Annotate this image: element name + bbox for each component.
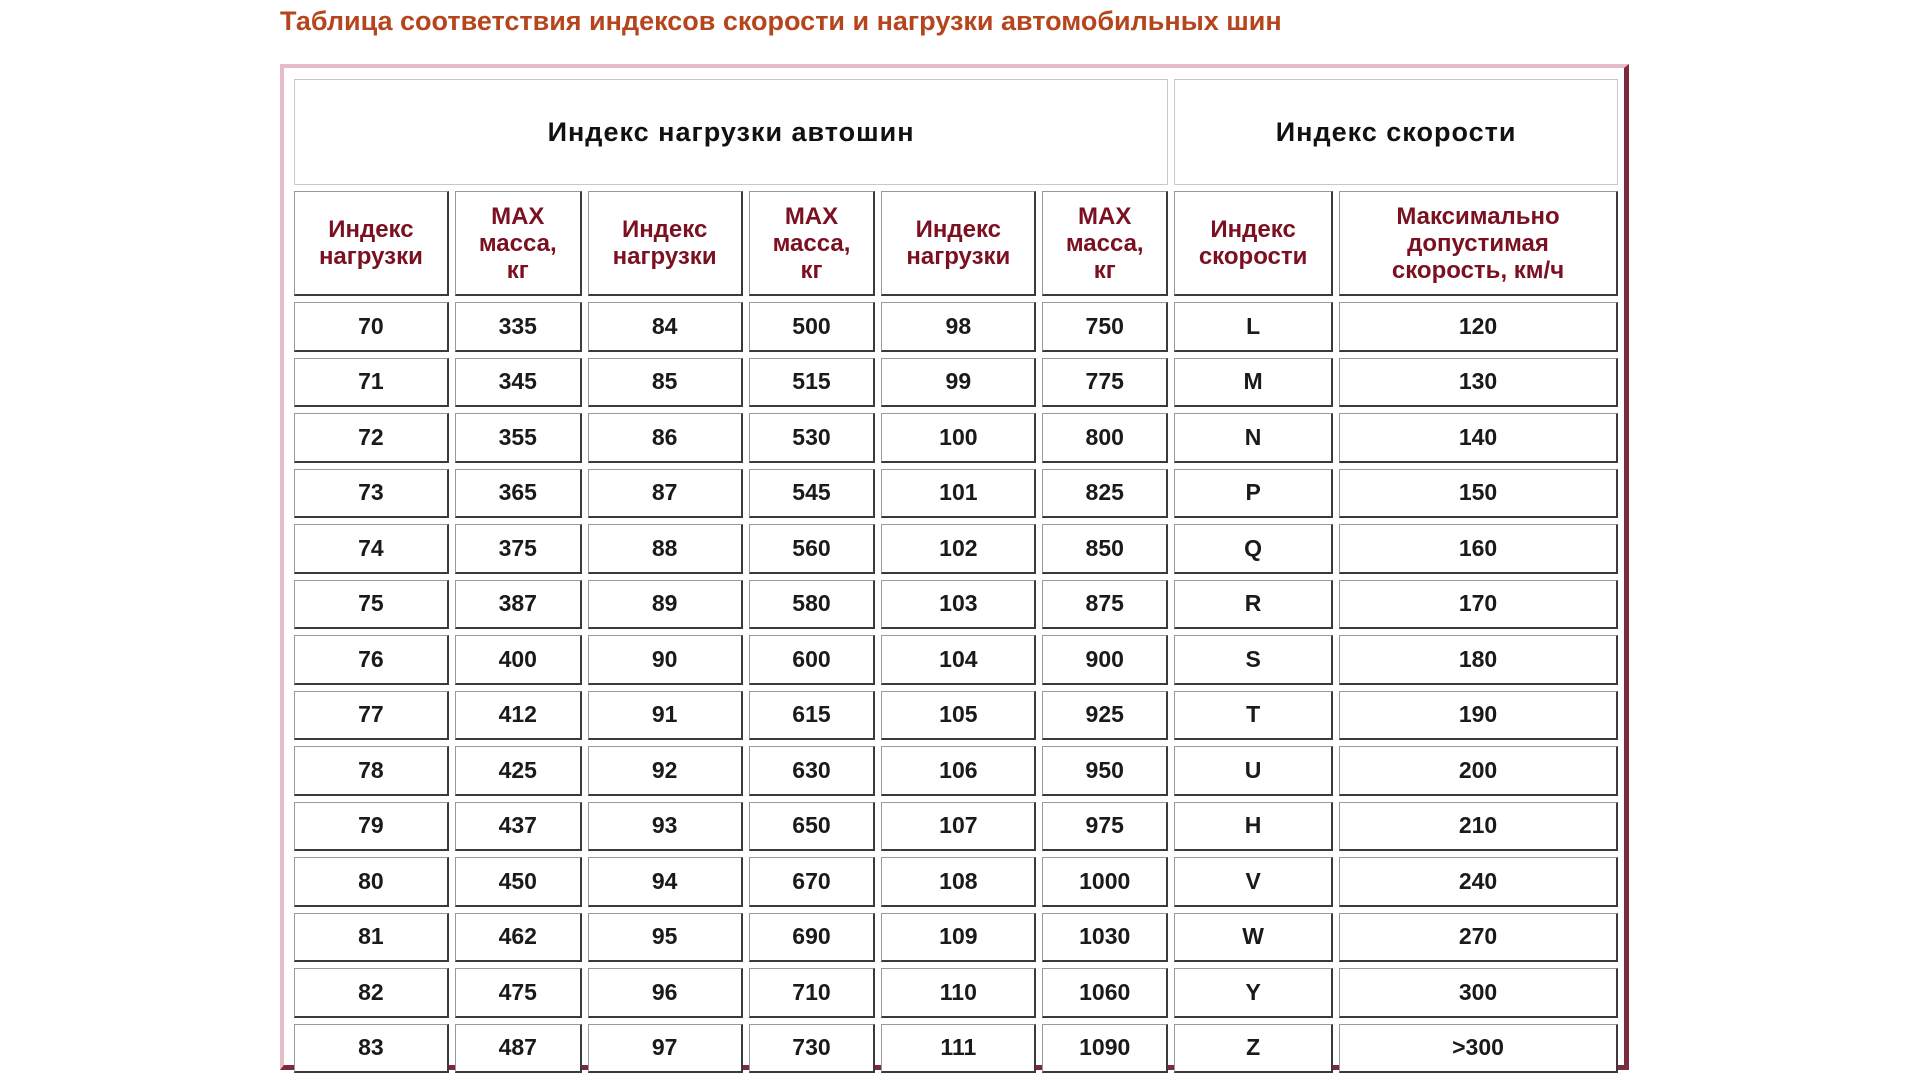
speed-index-header bbox=[1174, 191, 1333, 296]
load-index-cell: 80 bbox=[294, 857, 449, 907]
group-header-row bbox=[294, 79, 1618, 185]
max-mass-header-1 bbox=[455, 191, 582, 296]
table-row bbox=[294, 691, 1618, 741]
max-mass-cell: 545 bbox=[749, 469, 876, 519]
speed-index-cell: T bbox=[1174, 691, 1333, 741]
column-header-line: Индекс bbox=[621, 216, 708, 243]
speed-index-cell: L bbox=[1174, 302, 1333, 352]
max-mass-cell: 345 bbox=[455, 358, 582, 408]
column-header-line: кг bbox=[1093, 256, 1116, 284]
max-mass-cell: 650 bbox=[749, 802, 876, 852]
max-mass-cell: 530 bbox=[749, 413, 876, 463]
load-index-cell: 110 bbox=[881, 968, 1036, 1018]
max-mass-cell: 412 bbox=[455, 691, 582, 741]
column-header-line: Индекс bbox=[328, 216, 414, 243]
column-header-line: скорость, км/ч bbox=[1391, 256, 1565, 284]
speed-index-cell: P bbox=[1174, 469, 1333, 519]
table-row bbox=[294, 358, 1618, 408]
column-header-line: скорости bbox=[1198, 243, 1308, 270]
max-mass-cell: 355 bbox=[455, 413, 582, 463]
load-index-cell: 90 bbox=[588, 635, 743, 685]
max-speed-cell: 240 bbox=[1339, 857, 1618, 907]
max-speed-cell: 160 bbox=[1339, 524, 1618, 574]
speed-index-group-header: Индекс скорости bbox=[1174, 79, 1618, 185]
column-header-row bbox=[294, 191, 1618, 296]
column-header-line: Максимально bbox=[1396, 202, 1560, 230]
max-mass-cell: 500 bbox=[749, 302, 876, 352]
max-mass-cell: 365 bbox=[455, 469, 582, 519]
load-index-cell: 85 bbox=[588, 358, 743, 408]
table-row bbox=[294, 802, 1618, 852]
load-index-cell: 73 bbox=[294, 469, 449, 519]
max-mass-header-2 bbox=[749, 191, 876, 296]
load-index-header-1 bbox=[294, 191, 449, 296]
max-mass-cell: 580 bbox=[749, 580, 876, 630]
max-speed-cell: 130 bbox=[1339, 358, 1618, 408]
max-speed-cell: 180 bbox=[1339, 635, 1618, 685]
max-mass-cell: 400 bbox=[455, 635, 582, 685]
max-mass-cell: 710 bbox=[749, 968, 876, 1018]
column-header-line: Индекс bbox=[1210, 216, 1296, 243]
max-mass-cell: 690 bbox=[749, 913, 876, 963]
max-mass-cell: 975 bbox=[1042, 802, 1168, 852]
load-index-cell: 77 bbox=[294, 691, 449, 741]
max-speed-header bbox=[1339, 191, 1618, 296]
max-mass-cell: 1060 bbox=[1042, 968, 1168, 1018]
max-mass-cell: 925 bbox=[1042, 691, 1168, 741]
load-index-group-header: Индекс нагрузки автошин bbox=[294, 79, 1168, 185]
column-header-line: нагрузки bbox=[906, 243, 1011, 270]
load-index-cell: 91 bbox=[588, 691, 743, 741]
max-mass-cell: 825 bbox=[1042, 469, 1168, 519]
speed-index-cell: R bbox=[1174, 580, 1333, 630]
load-index-cell: 86 bbox=[588, 413, 743, 463]
column-header-line: Индекс bbox=[915, 216, 1002, 243]
load-index-cell: 106 bbox=[881, 746, 1036, 796]
max-mass-cell: 1000 bbox=[1042, 857, 1168, 907]
max-speed-cell: 190 bbox=[1339, 691, 1618, 741]
max-speed-cell: 200 bbox=[1339, 746, 1618, 796]
table-row bbox=[294, 469, 1618, 519]
speed-index-cell: W bbox=[1174, 913, 1333, 963]
load-index-cell: 98 bbox=[881, 302, 1036, 352]
speed-index-cell: Z bbox=[1174, 1024, 1333, 1074]
max-mass-cell: 450 bbox=[455, 857, 582, 907]
max-mass-cell: 375 bbox=[455, 524, 582, 574]
speed-index-cell: H bbox=[1174, 802, 1333, 852]
load-index-cell: 70 bbox=[294, 302, 449, 352]
max-mass-cell: 750 bbox=[1042, 302, 1168, 352]
load-index-cell: 74 bbox=[294, 524, 449, 574]
load-index-cell: 102 bbox=[881, 524, 1036, 574]
max-speed-cell: 300 bbox=[1339, 968, 1618, 1018]
load-index-cell: 88 bbox=[588, 524, 743, 574]
max-mass-header-3 bbox=[1042, 191, 1168, 296]
column-header-line: нагрузки bbox=[612, 243, 717, 270]
column-header-line: допустимая bbox=[1407, 229, 1549, 257]
speed-index-cell: U bbox=[1174, 746, 1333, 796]
max-mass-cell: 800 bbox=[1042, 413, 1168, 463]
max-mass-cell: 437 bbox=[455, 802, 582, 852]
max-mass-cell: 950 bbox=[1042, 746, 1168, 796]
load-index-cell: 103 bbox=[881, 580, 1036, 630]
table-row bbox=[294, 413, 1618, 463]
speed-index-cell: N bbox=[1174, 413, 1333, 463]
max-speed-cell: 140 bbox=[1339, 413, 1618, 463]
load-index-cell: 83 bbox=[294, 1024, 449, 1074]
speed-index-cell: V bbox=[1174, 857, 1333, 907]
column-header-line: масса, bbox=[772, 229, 851, 257]
load-index-cell: 104 bbox=[881, 635, 1036, 685]
load-index-cell: 92 bbox=[588, 746, 743, 796]
page-title: Таблица соответствия индексов скорости и нагрузки автомобильных шин bbox=[280, 6, 1282, 36]
column-header-line: масса, bbox=[478, 229, 557, 257]
max-mass-cell: 600 bbox=[749, 635, 876, 685]
column-header-line: MAX bbox=[1078, 202, 1132, 230]
speed-index-cell: M bbox=[1174, 358, 1333, 408]
load-index-cell: 109 bbox=[881, 913, 1036, 963]
load-index-cell: 71 bbox=[294, 358, 449, 408]
load-index-cell: 93 bbox=[588, 802, 743, 852]
max-mass-cell: 900 bbox=[1042, 635, 1168, 685]
speed-index-cell: S bbox=[1174, 635, 1333, 685]
max-mass-cell: 387 bbox=[455, 580, 582, 630]
load-index-cell: 84 bbox=[588, 302, 743, 352]
max-mass-cell: 475 bbox=[455, 968, 582, 1018]
max-mass-cell: 875 bbox=[1042, 580, 1168, 630]
max-mass-cell: 560 bbox=[749, 524, 876, 574]
table-row bbox=[294, 635, 1618, 685]
max-mass-cell: 1090 bbox=[1042, 1024, 1168, 1074]
max-mass-cell: 630 bbox=[749, 746, 876, 796]
speed-index-cell: Q bbox=[1174, 524, 1333, 574]
max-mass-cell: 487 bbox=[455, 1024, 582, 1074]
load-index-cell: 99 bbox=[881, 358, 1036, 408]
load-index-header-3 bbox=[881, 191, 1036, 296]
max-speed-cell: 150 bbox=[1339, 469, 1618, 519]
table-row bbox=[294, 913, 1618, 963]
load-index-cell: 79 bbox=[294, 802, 449, 852]
max-mass-cell: 462 bbox=[455, 913, 582, 963]
max-speed-cell: >300 bbox=[1339, 1024, 1618, 1074]
load-index-cell: 87 bbox=[588, 469, 743, 519]
table-row bbox=[294, 302, 1618, 352]
table-row bbox=[294, 746, 1618, 796]
max-speed-cell: 120 bbox=[1339, 302, 1618, 352]
load-index-cell: 97 bbox=[588, 1024, 743, 1074]
column-header-line: нагрузки bbox=[318, 243, 423, 270]
speed-index-cell: Y bbox=[1174, 968, 1333, 1018]
load-index-cell: 111 bbox=[881, 1024, 1036, 1074]
tire-index-table bbox=[288, 73, 1624, 1079]
max-mass-cell: 730 bbox=[749, 1024, 876, 1074]
column-header-line: кг bbox=[506, 256, 529, 284]
table-row bbox=[294, 968, 1618, 1018]
load-index-cell: 108 bbox=[881, 857, 1036, 907]
column-header-line: MAX bbox=[784, 202, 839, 230]
column-header-line: кг bbox=[800, 256, 823, 284]
max-mass-cell: 670 bbox=[749, 857, 876, 907]
load-index-cell: 82 bbox=[294, 968, 449, 1018]
max-speed-cell: 170 bbox=[1339, 580, 1618, 630]
max-mass-cell: 1030 bbox=[1042, 913, 1168, 963]
table-row bbox=[294, 857, 1618, 907]
max-mass-cell: 775 bbox=[1042, 358, 1168, 408]
column-header-line: MAX bbox=[491, 202, 545, 230]
load-index-cell: 72 bbox=[294, 413, 449, 463]
load-index-cell: 75 bbox=[294, 580, 449, 630]
load-index-cell: 81 bbox=[294, 913, 449, 963]
load-index-cell: 96 bbox=[588, 968, 743, 1018]
max-mass-cell: 850 bbox=[1042, 524, 1168, 574]
max-mass-cell: 335 bbox=[455, 302, 582, 352]
table-row bbox=[294, 580, 1618, 630]
load-index-cell: 105 bbox=[881, 691, 1036, 741]
load-index-header-2 bbox=[588, 191, 743, 296]
column-header-line: масса, bbox=[1065, 229, 1144, 257]
load-index-cell: 94 bbox=[588, 857, 743, 907]
max-speed-cell: 270 bbox=[1339, 913, 1618, 963]
load-index-cell: 89 bbox=[588, 580, 743, 630]
load-index-cell: 107 bbox=[881, 802, 1036, 852]
load-index-cell: 76 bbox=[294, 635, 449, 685]
max-speed-cell: 210 bbox=[1339, 802, 1618, 852]
table-row bbox=[294, 524, 1618, 574]
max-mass-cell: 515 bbox=[749, 358, 876, 408]
max-mass-cell: 425 bbox=[455, 746, 582, 796]
load-index-cell: 95 bbox=[588, 913, 743, 963]
load-index-cell: 78 bbox=[294, 746, 449, 796]
max-mass-cell: 615 bbox=[749, 691, 876, 741]
load-index-cell: 101 bbox=[881, 469, 1036, 519]
table-row bbox=[294, 1024, 1618, 1074]
load-index-cell: 100 bbox=[881, 413, 1036, 463]
table-frame bbox=[280, 64, 1629, 1070]
